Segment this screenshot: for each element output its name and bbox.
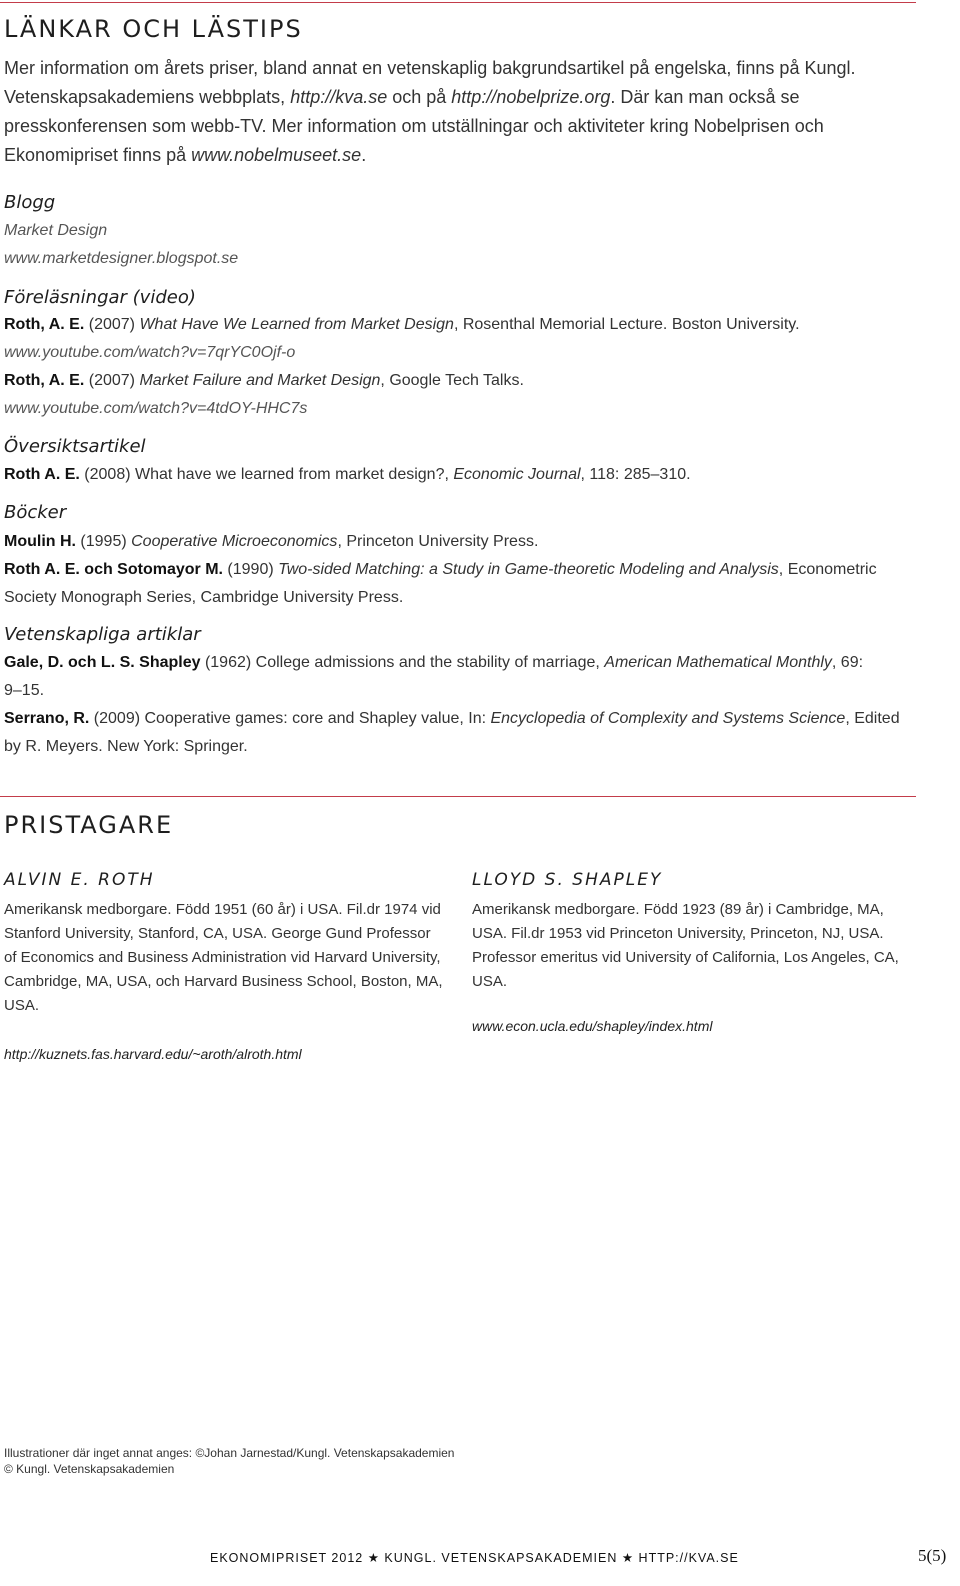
laureate-bio: Amerikansk medborgare. Född 1951 (60 år) i USA. Fil.dr 1974 vid Stanford University, Stanford, CA, USA. George Gund Professor of Economics and Business Administration vid Harvard University, Cambridge, MA, USA, och Harvard Business School, Boston, MA, USA.	[4, 901, 443, 1014]
intro-paragraph: Mer information om årets priser, bland annat en vetenskaplig bakgrundsartikel på engelska, finns på Kungl. Vetenskapsakademiens webbplats, http://kva.se och på http://nobelprize.org. Där kan man också se presskonferensen som webb-TV. Mer information om utställningar och aktiviteter kring Nobelprisen och Ekonomipriset finns på www.nobelmuseet.se.	[4, 58, 856, 165]
laureate-url[interactable]: http://kuznets.fas.harvard.edu/~aroth/alroth.html	[4, 1046, 302, 1062]
section-title-laureates: PRISTAGARE	[4, 811, 174, 839]
overview-ref-1: Roth A. E. (2008) What have we learned from market design?, Economic Journal, 118: 285–310.	[4, 466, 691, 483]
blog-url[interactable]: www.marketdesigner.blogspot.se	[4, 250, 239, 267]
heading-lectures: Föreläsningar (video)	[4, 287, 196, 308]
image-credits: Illustrationer där inget annat anges: ©Johan Jarnestad/Kungl. Vetenskapsakademien © Kungl. Vetenskapsakademien	[4, 1446, 455, 1476]
heading-articles: Vetenskapliga artiklar	[4, 624, 201, 645]
laureate-url[interactable]: www.econ.ucla.edu/shapley/index.html	[472, 1018, 713, 1034]
book-ref-1: Moulin H. (1995) Cooperative Microeconomics, Princeton University Press.	[4, 533, 539, 550]
lecture-ref-2: Roth, A. E. (2007) Market Failure and Market Design, Google Tech Talks.	[4, 372, 524, 389]
lecture-ref-1: Roth, A. E. (2007) What Have We Learned from Market Design, Rosenthal Memorial Lecture. Boston University.	[4, 316, 800, 333]
mid-rule	[0, 796, 916, 797]
lecture-url-1[interactable]: www.youtube.com/watch?v=7qrYC0Ojf-o	[4, 344, 296, 361]
article-ref-2: Serrano, R. (2009) Cooperative games: core and Shapley value, In: Encyclopedia of Complexity and Systems Science, Edited by R. Meyers. New York: Springer.	[4, 710, 900, 755]
laureate-bio: Amerikansk medborgare. Född 1923 (89 år) i Cambridge, MA, USA. Fil.dr 1953 vid Princeton University, Princeton, NJ, USA. Professor emeritus vid University of California, Los Angeles, CA, USA.	[472, 901, 899, 990]
link-nobelmuseet[interactable]: www.nobelmuseet.se	[191, 145, 362, 165]
footer-text: EKONOMIPRISET 2012 ★ KUNGL. VETENSKAPSAKADEMIEN ★ HTTP://KVA.SE	[210, 1551, 739, 1565]
laureate-shapley	[472, 870, 902, 1034]
heading-blog: Blogg	[4, 192, 56, 213]
article-ref-1: Gale, D. och L. S. Shapley (1962) College admissions and the stability of marriage, American Mathematical Monthly, 69: 9–15.	[4, 654, 864, 699]
link-kva[interactable]: http://kva.se	[290, 87, 388, 107]
blog-title: Market Design	[4, 222, 108, 239]
heading-overview: Översiktsartikel	[4, 436, 146, 457]
lecture-url-2[interactable]: www.youtube.com/watch?v=4tdOY-HHC7s	[4, 400, 308, 417]
section-title-links: LÄNKAR OCH LÄSTIPS	[4, 15, 303, 43]
heading-books: Böcker	[4, 502, 67, 523]
laureate-name: LLOYD S. SHAPLEY	[472, 870, 663, 890]
link-nobelprize[interactable]: http://nobelprize.org	[451, 87, 611, 107]
laureate-name: ALVIN E. ROTH	[4, 870, 155, 890]
page-number: 5(5)	[918, 1546, 947, 1565]
top-rule	[0, 2, 916, 3]
laureate-roth	[4, 870, 444, 1062]
book-ref-2: Roth A. E. och Sotomayor M. (1990) Two-sided Matching: a Study in Game-theoretic Modeling and Analysis, Econometric Society Monograph Series, Cambridge University Press.	[4, 561, 877, 606]
